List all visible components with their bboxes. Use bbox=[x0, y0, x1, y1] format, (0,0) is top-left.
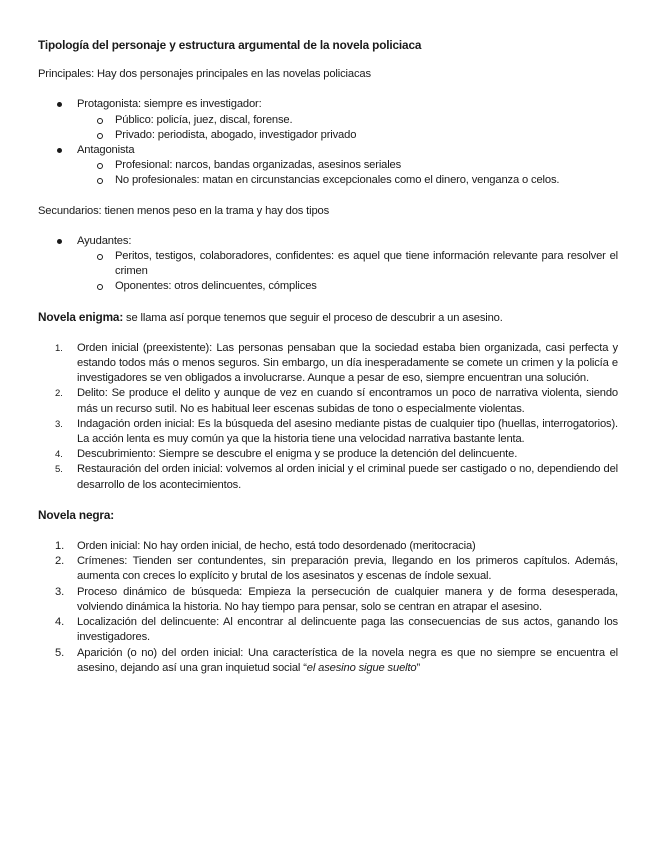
item-number: 4. bbox=[55, 449, 63, 461]
item-number: 2. bbox=[55, 555, 65, 568]
secundarios-list bbox=[38, 234, 618, 295]
circle-bullet-icon bbox=[97, 178, 103, 184]
item-number: 5. bbox=[55, 646, 65, 659]
item-number: 1. bbox=[55, 540, 65, 553]
circle-bullet-icon bbox=[97, 118, 103, 124]
item-number: 3. bbox=[55, 585, 65, 598]
document-title: Tipología del personaje y estructura argumental de la novela policiaca bbox=[38, 38, 422, 52]
list-item bbox=[38, 143, 618, 189]
item-text: Proceso dinámico de búsqueda: Empieza la persecución de cualquier manera y de forma desesperada, volviendo dinámica la historia. No hay tiempo para pensar, solo se centran en atrapar el asesino. bbox=[77, 585, 618, 613]
numbered-item bbox=[38, 615, 618, 645]
negra-heading-row bbox=[38, 508, 618, 524]
sub-list-item bbox=[77, 158, 618, 173]
secundarios-intro: Secundarios: tienen menos peso en la trama y hay dos tipos bbox=[38, 204, 330, 217]
list-item-label: Ayudantes: bbox=[77, 234, 132, 247]
item-text: Indagación orden inicial: Es la búsqueda del asesino mediante pistas de cualquier tipo (huellas, interrogatorios). La acción lenta es muy común ya que la historia tiene una velocidad narrativa bastante lenta. bbox=[77, 417, 618, 446]
bullet-icon bbox=[57, 102, 62, 107]
item-italic-quote: el asesino sigue suelto bbox=[306, 661, 417, 674]
sub-list-item-text: Oponentes: otros delincuentes, cómplices bbox=[115, 280, 317, 293]
item-text: Restauración del orden inicial: volvemos al orden inicial y el criminal puede ser castigado o no, dependiendo del desarrollo de los acontecimientos. bbox=[77, 463, 618, 491]
list-item-label: Antagonista bbox=[77, 144, 135, 157]
enigma-intro-text: se llama así porque tenemos que seguir el proceso de descubrir a un asesino. bbox=[123, 311, 503, 324]
enigma-list bbox=[38, 341, 618, 493]
principales-intro: Principales: Hay dos personajes principales en las novelas policiacas bbox=[38, 68, 371, 81]
item-text: Crímenes: Tienden ser contundentes, sin preparación previa, llegando en los primeros capítulos. Además, aumenta con creces lo explícito y brutal de los asesinatos y escenas de índole sexual. bbox=[77, 555, 618, 583]
sub-list-item-text: Peritos, testigos, colaboradores, confidentes: es aquel que tiene información relevante para resolver el crimen bbox=[115, 250, 618, 278]
sub-list-item bbox=[77, 128, 618, 143]
circle-bullet-icon bbox=[97, 284, 103, 290]
numbered-item bbox=[38, 386, 618, 416]
negra-heading: Novela negra: bbox=[38, 507, 115, 522]
negra-list bbox=[38, 539, 618, 676]
sub-list bbox=[77, 249, 618, 295]
item-text: Orden inicial (preexistente): Las personas pensaban que la sociedad estaba bien organizada, casi perfecta y estando todos más o menos seguros. Sin embargo, un día inesperadamente se comete un crimen y la policía e investigadores se ven obligados a involucrarse. Aunque a pesar de eso, siempre encuentran una solución. bbox=[77, 341, 618, 385]
circle-bullet-icon bbox=[97, 163, 103, 169]
item-text-end: ” bbox=[416, 661, 421, 674]
sub-list-item bbox=[77, 249, 618, 279]
numbered-item bbox=[38, 417, 618, 447]
sub-list-item-text: Privado: periodista, abogado, investigador privado bbox=[115, 128, 357, 141]
list-item bbox=[38, 234, 618, 295]
numbered-item bbox=[38, 585, 618, 615]
circle-bullet-icon bbox=[97, 133, 103, 139]
sub-list-item-text: Profesional: narcos, bandas organizadas, asesinos seriales bbox=[115, 159, 402, 172]
list-item bbox=[38, 97, 618, 143]
numbered-item bbox=[38, 539, 618, 554]
item-text: Delito: Se produce el delito y aunque de vez en cuando sí encontramos un poco de narrativa violenta, siendo más un recurso sutil. No es habitual leer escenas subidas de tono o especialmente violentas. bbox=[77, 387, 618, 415]
item-text: Descubrimiento: Siempre se descubre el enigma y se produce la detención del delincuente. bbox=[77, 448, 518, 461]
item-number: 4. bbox=[55, 616, 65, 629]
numbered-item bbox=[38, 646, 618, 676]
numbered-item bbox=[38, 341, 618, 387]
item-text: Aparición (o no) del orden inicial: Una característica de la novela negra es que no siempre se encuentra el asesino, dejando así una gran inquietud social “ bbox=[77, 646, 618, 674]
list-item-label: Protagonista: siempre es investigador: bbox=[77, 98, 262, 111]
sub-list bbox=[77, 113, 618, 143]
principales-list bbox=[38, 97, 618, 188]
sub-list-item-text: No profesionales: matan en circunstancias excepcionales como el dinero, venganza o celos. bbox=[115, 174, 560, 187]
sub-list bbox=[77, 158, 618, 188]
sub-list-item bbox=[77, 279, 618, 294]
sub-list-item bbox=[77, 173, 618, 188]
item-text: Orden inicial: No hay orden inicial, de hecho, está todo desordenado (meritocracia) bbox=[77, 540, 476, 553]
document-page bbox=[38, 38, 618, 691]
sub-list-item-text: Público: policía, juez, discal, forense. bbox=[115, 113, 293, 126]
circle-bullet-icon bbox=[97, 254, 103, 260]
item-text: Localización del delincuente: Al encontrar al delincuente paga las consecuencias de sus actos, ganando los investigadores. bbox=[77, 616, 618, 644]
sub-list-item bbox=[77, 113, 618, 128]
item-number: 5. bbox=[55, 464, 63, 476]
numbered-item bbox=[38, 447, 618, 462]
item-number: 3. bbox=[55, 418, 63, 430]
item-number: 2. bbox=[55, 388, 63, 400]
numbered-item bbox=[38, 554, 618, 584]
numbered-item bbox=[38, 462, 618, 492]
enigma-heading: Novela enigma: bbox=[38, 309, 124, 324]
item-number: 1. bbox=[55, 342, 63, 354]
enigma-intro bbox=[38, 310, 618, 326]
bullet-icon bbox=[57, 148, 62, 153]
bullet-icon bbox=[57, 239, 62, 244]
